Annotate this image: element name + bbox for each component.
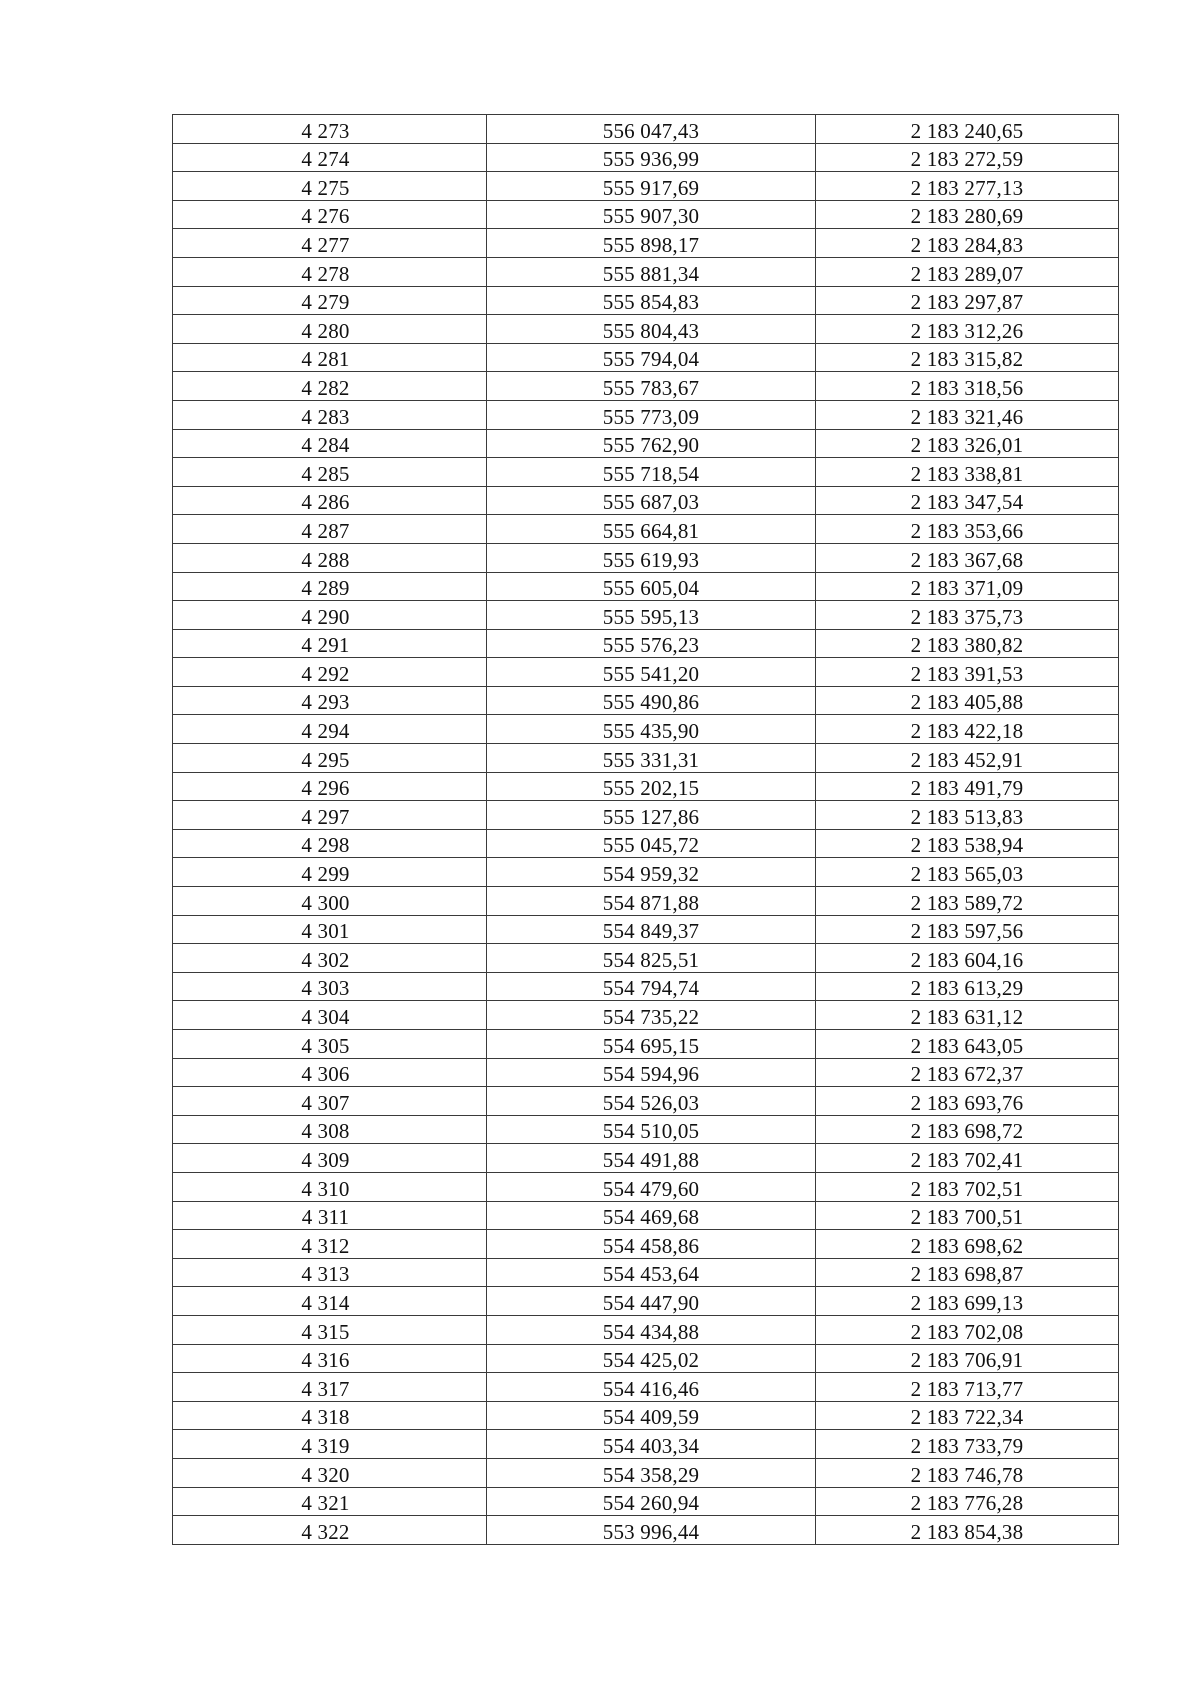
table-row	[173, 744, 1119, 773]
x-coordinate-cell: 555 595,13	[487, 601, 816, 630]
table-row	[173, 543, 1119, 572]
x-coordinate-cell: 555 794,04	[487, 343, 816, 372]
x-coordinate-cell: 554 416,46	[487, 1373, 816, 1402]
table-row	[173, 1516, 1119, 1545]
point-number-cell: 4 292	[173, 658, 487, 687]
x-coordinate-cell: 555 435,90	[487, 715, 816, 744]
y-coordinate-cell: 2 183 698,72	[816, 1115, 1119, 1144]
x-coordinate-cell: 555 773,09	[487, 400, 816, 429]
table-row	[173, 1401, 1119, 1430]
table-row	[173, 1172, 1119, 1201]
x-coordinate-cell: 554 434,88	[487, 1315, 816, 1344]
table-row	[173, 1258, 1119, 1287]
x-coordinate-cell: 555 127,86	[487, 801, 816, 830]
x-coordinate-cell: 555 854,83	[487, 286, 816, 315]
table-row	[173, 1058, 1119, 1087]
y-coordinate-cell: 2 183 733,79	[816, 1430, 1119, 1459]
point-number-cell: 4 321	[173, 1487, 487, 1516]
table-row	[173, 257, 1119, 286]
y-coordinate-cell: 2 183 240,65	[816, 115, 1119, 144]
y-coordinate-cell: 2 183 698,62	[816, 1230, 1119, 1259]
table-row	[173, 400, 1119, 429]
y-coordinate-cell: 2 183 353,66	[816, 515, 1119, 544]
x-coordinate-cell: 554 491,88	[487, 1144, 816, 1173]
point-number-cell: 4 310	[173, 1172, 487, 1201]
y-coordinate-cell: 2 183 491,79	[816, 772, 1119, 801]
point-number-cell: 4 304	[173, 1001, 487, 1030]
table-row	[173, 944, 1119, 973]
x-coordinate-cell: 554 735,22	[487, 1001, 816, 1030]
table-row	[173, 715, 1119, 744]
x-coordinate-cell: 554 453,64	[487, 1258, 816, 1287]
table-row	[173, 601, 1119, 630]
table-row	[173, 229, 1119, 258]
point-number-cell: 4 302	[173, 944, 487, 973]
point-number-cell: 4 284	[173, 429, 487, 458]
y-coordinate-cell: 2 183 699,13	[816, 1287, 1119, 1316]
y-coordinate-cell: 2 183 318,56	[816, 372, 1119, 401]
table-row	[173, 115, 1119, 144]
x-coordinate-cell: 554 510,05	[487, 1115, 816, 1144]
y-coordinate-cell: 2 183 700,51	[816, 1201, 1119, 1230]
point-number-cell: 4 286	[173, 486, 487, 515]
y-coordinate-cell: 2 183 380,82	[816, 629, 1119, 658]
y-coordinate-cell: 2 183 280,69	[816, 200, 1119, 229]
y-coordinate-cell: 2 183 371,09	[816, 572, 1119, 601]
coordinates-table	[172, 114, 1119, 1545]
x-coordinate-cell: 555 576,23	[487, 629, 816, 658]
point-number-cell: 4 294	[173, 715, 487, 744]
x-coordinate-cell: 555 045,72	[487, 829, 816, 858]
table-row	[173, 343, 1119, 372]
table-row	[173, 143, 1119, 172]
y-coordinate-cell: 2 183 375,73	[816, 601, 1119, 630]
table-row	[173, 200, 1119, 229]
table-row	[173, 1287, 1119, 1316]
point-number-cell: 4 296	[173, 772, 487, 801]
x-coordinate-cell: 555 687,03	[487, 486, 816, 515]
table-row	[173, 658, 1119, 687]
x-coordinate-cell: 555 619,93	[487, 543, 816, 572]
point-number-cell: 4 282	[173, 372, 487, 401]
y-coordinate-cell: 2 183 297,87	[816, 286, 1119, 315]
table-row	[173, 1115, 1119, 1144]
point-number-cell: 4 287	[173, 515, 487, 544]
point-number-cell: 4 278	[173, 257, 487, 286]
point-number-cell: 4 301	[173, 915, 487, 944]
point-number-cell: 4 290	[173, 601, 487, 630]
x-coordinate-cell: 555 898,17	[487, 229, 816, 258]
x-coordinate-cell: 555 202,15	[487, 772, 816, 801]
x-coordinate-cell: 555 907,30	[487, 200, 816, 229]
point-number-cell: 4 283	[173, 400, 487, 429]
x-coordinate-cell: 554 825,51	[487, 944, 816, 973]
table-row	[173, 458, 1119, 487]
y-coordinate-cell: 2 183 391,53	[816, 658, 1119, 687]
table-row	[173, 172, 1119, 201]
y-coordinate-cell: 2 183 422,18	[816, 715, 1119, 744]
table-row	[173, 772, 1119, 801]
point-number-cell: 4 318	[173, 1401, 487, 1430]
table-row	[173, 1201, 1119, 1230]
y-coordinate-cell: 2 183 604,16	[816, 944, 1119, 973]
x-coordinate-cell: 555 718,54	[487, 458, 816, 487]
x-coordinate-cell: 556 047,43	[487, 115, 816, 144]
point-number-cell: 4 291	[173, 629, 487, 658]
point-number-cell: 4 273	[173, 115, 487, 144]
point-number-cell: 4 307	[173, 1087, 487, 1116]
table-row	[173, 915, 1119, 944]
table-row	[173, 1087, 1119, 1116]
point-number-cell: 4 297	[173, 801, 487, 830]
point-number-cell: 4 295	[173, 744, 487, 773]
point-number-cell: 4 275	[173, 172, 487, 201]
y-coordinate-cell: 2 183 538,94	[816, 829, 1119, 858]
point-number-cell: 4 303	[173, 972, 487, 1001]
x-coordinate-cell: 554 469,68	[487, 1201, 816, 1230]
x-coordinate-cell: 554 794,74	[487, 972, 816, 1001]
table-row	[173, 887, 1119, 916]
y-coordinate-cell: 2 183 597,56	[816, 915, 1119, 944]
x-coordinate-cell: 554 403,34	[487, 1430, 816, 1459]
x-coordinate-cell: 554 871,88	[487, 887, 816, 916]
point-number-cell: 4 317	[173, 1373, 487, 1402]
point-number-cell: 4 313	[173, 1258, 487, 1287]
x-coordinate-cell: 554 849,37	[487, 915, 816, 944]
x-coordinate-cell: 555 490,86	[487, 686, 816, 715]
x-coordinate-cell: 554 425,02	[487, 1344, 816, 1373]
table-row	[173, 801, 1119, 830]
y-coordinate-cell: 2 183 284,83	[816, 229, 1119, 258]
x-coordinate-cell: 555 881,34	[487, 257, 816, 286]
point-number-cell: 4 280	[173, 315, 487, 344]
x-coordinate-cell: 554 959,32	[487, 858, 816, 887]
point-number-cell: 4 288	[173, 543, 487, 572]
point-number-cell: 4 316	[173, 1344, 487, 1373]
point-number-cell: 4 319	[173, 1430, 487, 1459]
x-coordinate-cell: 554 594,96	[487, 1058, 816, 1087]
y-coordinate-cell: 2 183 312,26	[816, 315, 1119, 344]
x-coordinate-cell: 553 996,44	[487, 1516, 816, 1545]
point-number-cell: 4 312	[173, 1230, 487, 1259]
y-coordinate-cell: 2 183 702,51	[816, 1172, 1119, 1201]
y-coordinate-cell: 2 183 272,59	[816, 143, 1119, 172]
y-coordinate-cell: 2 183 347,54	[816, 486, 1119, 515]
y-coordinate-cell: 2 183 513,83	[816, 801, 1119, 830]
point-number-cell: 4 276	[173, 200, 487, 229]
x-coordinate-cell: 555 762,90	[487, 429, 816, 458]
y-coordinate-cell: 2 183 613,29	[816, 972, 1119, 1001]
y-coordinate-cell: 2 183 693,76	[816, 1087, 1119, 1116]
x-coordinate-cell: 554 526,03	[487, 1087, 816, 1116]
y-coordinate-cell: 2 183 326,01	[816, 429, 1119, 458]
x-coordinate-cell: 555 541,20	[487, 658, 816, 687]
point-number-cell: 4 315	[173, 1315, 487, 1344]
x-coordinate-cell: 555 804,43	[487, 315, 816, 344]
table-row	[173, 572, 1119, 601]
x-coordinate-cell: 554 479,60	[487, 1172, 816, 1201]
point-number-cell: 4 309	[173, 1144, 487, 1173]
x-coordinate-cell: 554 358,29	[487, 1458, 816, 1487]
x-coordinate-cell: 554 447,90	[487, 1287, 816, 1316]
table-row	[173, 515, 1119, 544]
table-row	[173, 1001, 1119, 1030]
table-row	[173, 858, 1119, 887]
point-number-cell: 4 322	[173, 1516, 487, 1545]
table-row	[173, 1030, 1119, 1059]
y-coordinate-cell: 2 183 321,46	[816, 400, 1119, 429]
point-number-cell: 4 298	[173, 829, 487, 858]
table-row	[173, 1315, 1119, 1344]
y-coordinate-cell: 2 183 277,13	[816, 172, 1119, 201]
y-coordinate-cell: 2 183 589,72	[816, 887, 1119, 916]
table-row	[173, 1430, 1119, 1459]
point-number-cell: 4 314	[173, 1287, 487, 1316]
y-coordinate-cell: 2 183 776,28	[816, 1487, 1119, 1516]
table-row	[173, 429, 1119, 458]
table-row	[173, 1373, 1119, 1402]
point-number-cell: 4 299	[173, 858, 487, 887]
table-row	[173, 372, 1119, 401]
y-coordinate-cell: 2 183 405,88	[816, 686, 1119, 715]
x-coordinate-cell: 555 331,31	[487, 744, 816, 773]
point-number-cell: 4 277	[173, 229, 487, 258]
point-number-cell: 4 293	[173, 686, 487, 715]
table-row	[173, 1230, 1119, 1259]
y-coordinate-cell: 2 183 722,34	[816, 1401, 1119, 1430]
point-number-cell: 4 274	[173, 143, 487, 172]
y-coordinate-cell: 2 183 338,81	[816, 458, 1119, 487]
point-number-cell: 4 308	[173, 1115, 487, 1144]
table-row	[173, 315, 1119, 344]
x-coordinate-cell: 555 664,81	[487, 515, 816, 544]
table-row	[173, 1344, 1119, 1373]
x-coordinate-cell: 555 917,69	[487, 172, 816, 201]
table-row	[173, 286, 1119, 315]
point-number-cell: 4 300	[173, 887, 487, 916]
point-number-cell: 4 306	[173, 1058, 487, 1087]
coordinates-table-body	[173, 115, 1119, 1545]
x-coordinate-cell: 554 458,86	[487, 1230, 816, 1259]
x-coordinate-cell: 554 260,94	[487, 1487, 816, 1516]
table-row	[173, 486, 1119, 515]
y-coordinate-cell: 2 183 289,07	[816, 257, 1119, 286]
y-coordinate-cell: 2 183 367,68	[816, 543, 1119, 572]
x-coordinate-cell: 554 695,15	[487, 1030, 816, 1059]
table-row	[173, 972, 1119, 1001]
point-number-cell: 4 285	[173, 458, 487, 487]
table-row	[173, 1458, 1119, 1487]
point-number-cell: 4 281	[173, 343, 487, 372]
y-coordinate-cell: 2 183 565,03	[816, 858, 1119, 887]
table-row	[173, 1487, 1119, 1516]
y-coordinate-cell: 2 183 631,12	[816, 1001, 1119, 1030]
y-coordinate-cell: 2 183 713,77	[816, 1373, 1119, 1402]
point-number-cell: 4 320	[173, 1458, 487, 1487]
y-coordinate-cell: 2 183 702,08	[816, 1315, 1119, 1344]
x-coordinate-cell: 555 783,67	[487, 372, 816, 401]
y-coordinate-cell: 2 183 702,41	[816, 1144, 1119, 1173]
y-coordinate-cell: 2 183 452,91	[816, 744, 1119, 773]
point-number-cell: 4 305	[173, 1030, 487, 1059]
y-coordinate-cell: 2 183 698,87	[816, 1258, 1119, 1287]
table-row	[173, 829, 1119, 858]
y-coordinate-cell: 2 183 672,37	[816, 1058, 1119, 1087]
point-number-cell: 4 311	[173, 1201, 487, 1230]
y-coordinate-cell: 2 183 706,91	[816, 1344, 1119, 1373]
table-row	[173, 1144, 1119, 1173]
point-number-cell: 4 279	[173, 286, 487, 315]
y-coordinate-cell: 2 183 315,82	[816, 343, 1119, 372]
x-coordinate-cell: 555 936,99	[487, 143, 816, 172]
x-coordinate-cell: 555 605,04	[487, 572, 816, 601]
point-number-cell: 4 289	[173, 572, 487, 601]
table-row	[173, 629, 1119, 658]
y-coordinate-cell: 2 183 643,05	[816, 1030, 1119, 1059]
table-row	[173, 686, 1119, 715]
y-coordinate-cell: 2 183 746,78	[816, 1458, 1119, 1487]
x-coordinate-cell: 554 409,59	[487, 1401, 816, 1430]
y-coordinate-cell: 2 183 854,38	[816, 1516, 1119, 1545]
